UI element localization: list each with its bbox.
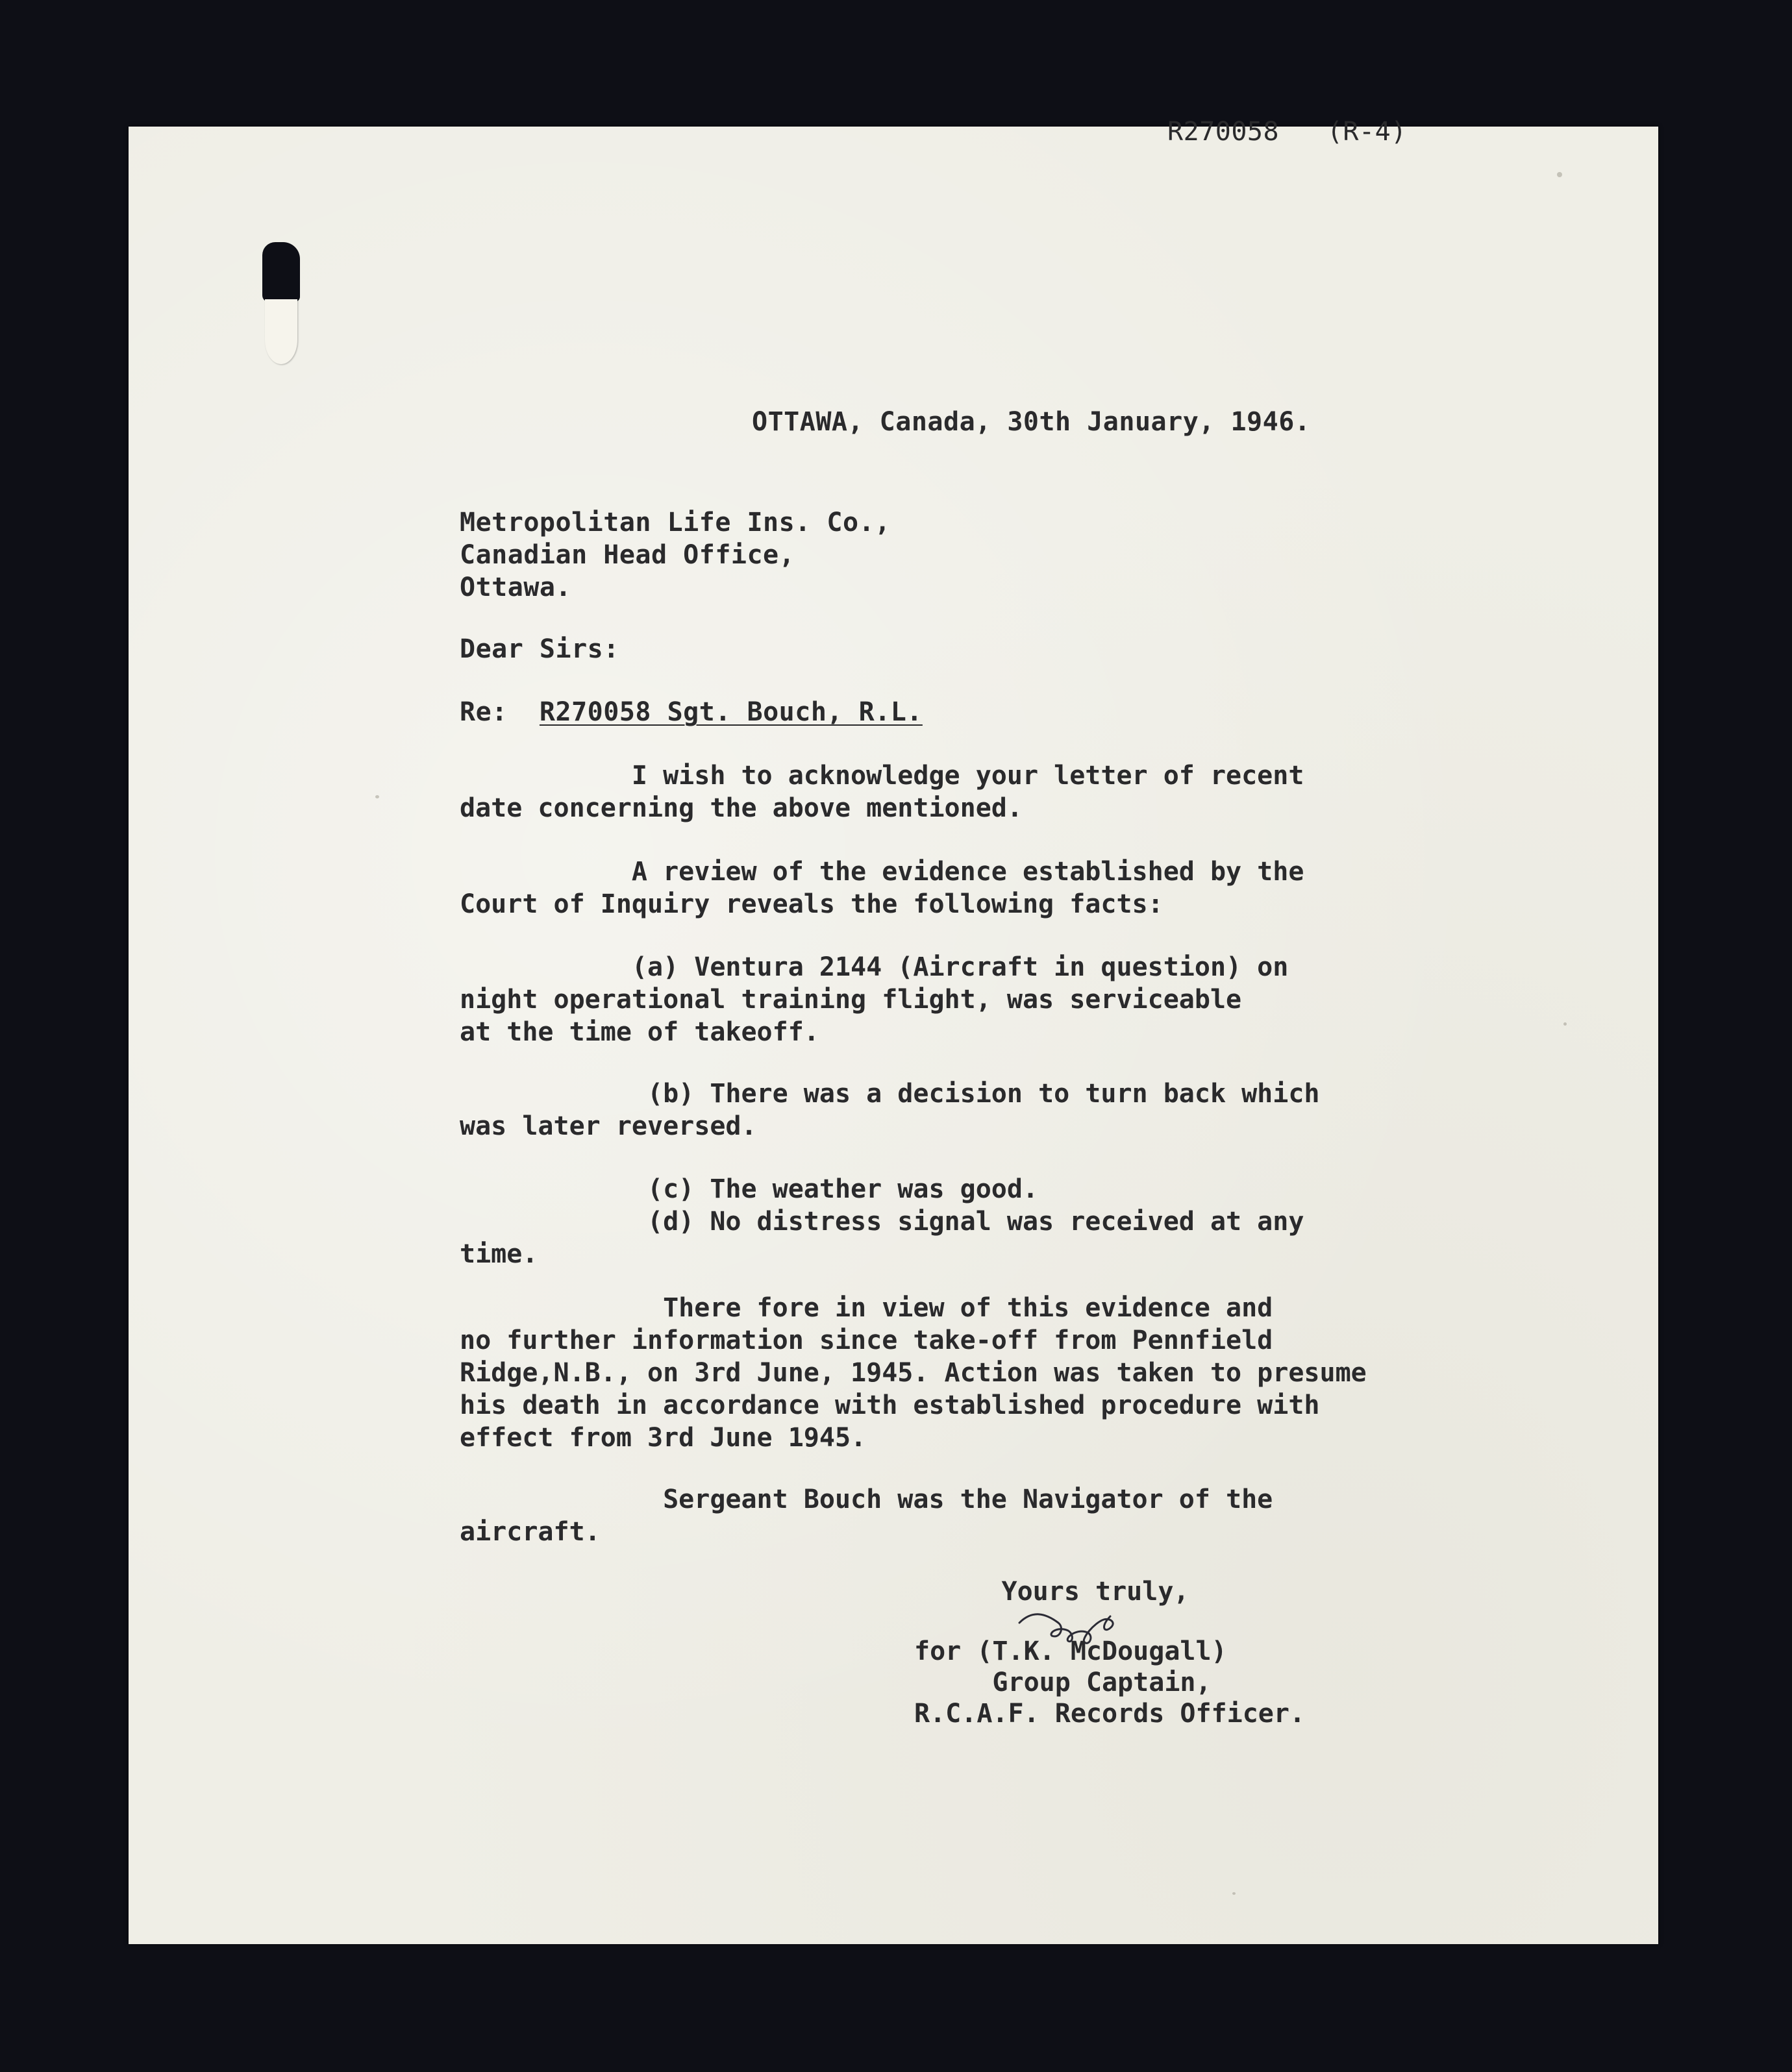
fact-b: (b) There was a decision to turn back which was later reversed. <box>460 1079 1320 1141</box>
complimentary-close: Yours truly, <box>908 1577 1189 1607</box>
address-line-3: Ottawa. <box>460 573 572 602</box>
punch-hole <box>262 242 300 302</box>
paragraph-navigator: Sergeant Bouch was the Navigator of the aircraft. <box>460 1485 1273 1547</box>
signatory-title: R.C.A.F. Records Officer. <box>914 1699 1306 1729</box>
paper-speck <box>1557 172 1562 177</box>
recipient-address <box>460 506 891 604</box>
signature-block <box>914 1636 1305 1729</box>
paragraph-review: A review of the evidence established by the Court of Inquiry reveals the following facts: <box>460 857 1304 919</box>
signatory-name: for (T.K. McDougall) <box>914 1636 1227 1666</box>
torn-paper-tab <box>265 299 297 364</box>
paper-speck <box>375 795 379 798</box>
salutation: Dear Sirs: <box>460 634 619 664</box>
paragraph-conclusion: There fore in view of this evidence and no further information since take-off from Pennfield Ridge,N.B., on 3rd June, 1945. Action was taken to presume his death in accordance with established procedure with effect from 3rd June 1945. <box>460 1293 1367 1453</box>
dateline: OTTAWA, Canada, 30th January, 1946. <box>752 407 1311 437</box>
subject-label: Re: <box>460 697 540 727</box>
address-line-1: Metropolitan Life Ins. Co., <box>460 508 891 537</box>
file-reference: R270058 (R-4) <box>1167 117 1407 147</box>
fact-c-d: (c) The weather was good. (d) No distress signal was received at any time. <box>460 1174 1304 1269</box>
address-line-2: Canadian Head Office, <box>460 540 795 570</box>
subject-line <box>460 696 923 728</box>
paragraph-acknowledgement: I wish to acknowledge your letter of recent date concerning the above mentioned. <box>460 761 1304 823</box>
paper-speck <box>1563 1022 1567 1026</box>
subject-reference: R270058 Sgt. Bouch, R.L. <box>539 697 923 727</box>
fact-a: (a) Ventura 2144 (Aircraft in question) on night operational training flight, was serviceable at the time of takeoff. <box>460 952 1289 1047</box>
signatory-rank: Group Captain, <box>914 1668 1212 1697</box>
paper-speck <box>1232 1892 1236 1895</box>
